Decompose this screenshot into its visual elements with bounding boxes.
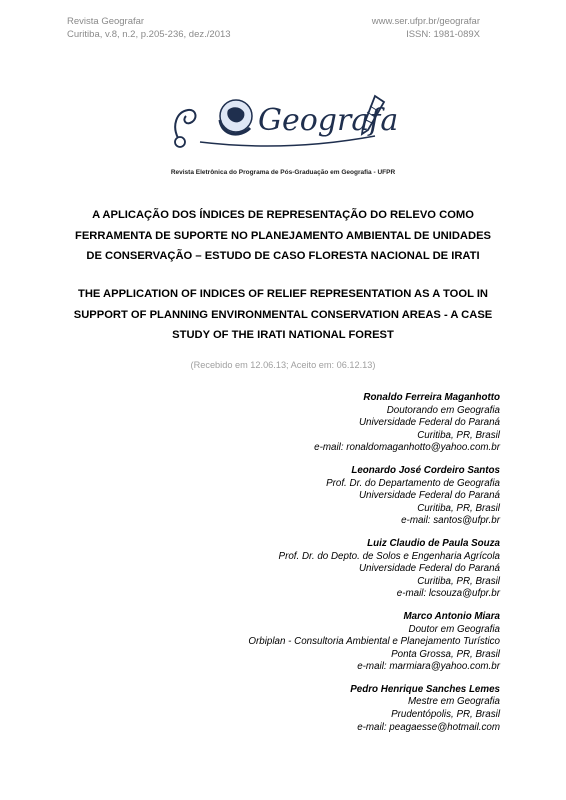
title-en-line: SUPPORT OF PLANNING ENVIRONMENTAL CONSERVATION AREAS - A CASE xyxy=(73,308,493,321)
author-location: Prudentópolis, PR, Brasil xyxy=(391,709,500,721)
received-dates: (Recebido em 12.06.13; Aceito em: 06.12.13) xyxy=(190,360,376,370)
author-location: Curitiba, PR, Brasil xyxy=(417,575,500,587)
author-email[interactable]: e-mail: ronaldomaganhotto@yahoo.com.br xyxy=(314,442,500,454)
title-english xyxy=(40,284,526,346)
author-entry xyxy=(248,538,500,601)
journal-logo xyxy=(170,90,400,160)
journal-citation: Curitiba, v.8, n.2, p.205-236, dez./2013 xyxy=(67,28,231,40)
author-list xyxy=(248,392,500,744)
title-pt-line: A APLICAÇÃO DOS ÍNDICES DE REPRESENTAÇÃO DO RELEVO COMO xyxy=(92,209,474,221)
journal-issn: ISSN: 1981-089X xyxy=(406,28,480,40)
author-entry xyxy=(248,392,500,455)
author-entry xyxy=(248,611,500,674)
author-email[interactable]: e-mail: peagaesse@hotmail.com xyxy=(357,721,500,733)
author-entry xyxy=(248,465,500,528)
title-en-line: STUDY OF THE IRATI NATIONAL FOREST xyxy=(172,329,394,341)
title-en-line: THE APPLICATION OF INDICES OF RELIEF REPRESENTATION AS A TOOL IN xyxy=(77,288,489,300)
author-email[interactable]: e-mail: marmiara@yahoo.com.br xyxy=(357,661,500,673)
svg-text:Geografar: Geografar xyxy=(258,103,400,138)
author-degree: Prof. Dr. do Departamento de Geografia xyxy=(326,477,500,489)
journal-name: Revista Geografar xyxy=(67,16,145,27)
author-degree: Doutor em Geografia xyxy=(408,623,500,635)
author-institution: Universidade Federal do Paraná xyxy=(358,563,500,575)
author-email[interactable]: e-mail: lcsouza@ufpr.br xyxy=(396,588,500,600)
author-name: Luiz Claudio de Paula Souza xyxy=(367,537,500,549)
author-name: Pedro Henrique Sanches Lemes xyxy=(350,683,500,695)
journal-header-right xyxy=(372,16,480,41)
author-institution: Orbiplan - Consultoria Ambiental e Planejamento Turístico xyxy=(248,636,500,648)
author-institution: Universidade Federal do Paraná xyxy=(358,417,500,429)
title-pt-line: DE CONSERVAÇÃO – ESTUDO DE CASO FLORESTA NACIONAL DE IRATI xyxy=(86,250,480,262)
author-name: Leonardo José Cordeiro Santos xyxy=(351,464,500,476)
author-name: Marco Antonio Miara xyxy=(403,610,500,622)
author-location: Curitiba, PR, Brasil xyxy=(417,429,500,441)
author-degree: Prof. Dr. do Depto. de Solos e Engenharia Agrícola xyxy=(278,550,500,562)
author-location: Curitiba, PR, Brasil xyxy=(417,502,500,514)
author-location: Ponta Grossa, PR, Brasil xyxy=(391,648,500,660)
author-degree: Doutorando em Geografia xyxy=(386,404,500,416)
title-pt-line: FERRAMENTA DE SUPORTE NO PLANEJAMENTO AMBIENTAL DE UNIDADES xyxy=(74,229,492,242)
title-portuguese xyxy=(40,205,526,267)
author-degree: Mestre em Geografia xyxy=(407,696,500,708)
journal-header-left xyxy=(67,16,231,41)
author-entry xyxy=(248,684,500,734)
author-institution: Universidade Federal do Paraná xyxy=(358,490,500,502)
logo-graphic-icon xyxy=(170,90,400,160)
author-name: Ronaldo Ferreira Maganhotto xyxy=(363,392,500,403)
journal-url[interactable]: www.ser.ufpr.br/geografar xyxy=(371,16,480,27)
journal-subtitle: Revista Eletrônica do Programa de Pós-Graduação em Geografia - UFPR xyxy=(170,169,396,176)
author-email[interactable]: e-mail: santos@ufpr.br xyxy=(401,515,500,527)
